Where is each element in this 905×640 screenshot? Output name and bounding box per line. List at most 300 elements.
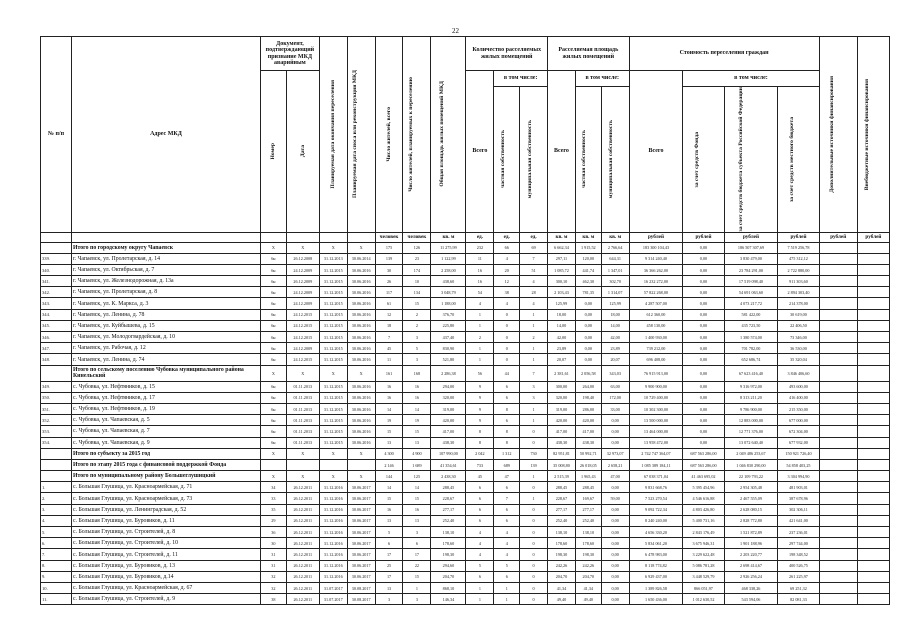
- row-value: 18: [375, 320, 403, 331]
- row-value: 54 691 063,60: [724, 287, 778, 298]
- header-area-municipal: муниципальная собственность: [608, 120, 615, 199]
- row-value: [857, 354, 889, 365]
- row-value: 7: [520, 365, 548, 381]
- row-number: 6.: [41, 538, 72, 549]
- header-subject-budget: за счет средств бюджета субъекта Российской Федерации: [737, 87, 744, 232]
- row-value: 31.12.2015: [319, 264, 347, 275]
- row-value: 521,80: [431, 354, 466, 365]
- row-value: 1 012 630,52: [683, 594, 724, 605]
- row-value: 2 515,39: [548, 471, 576, 482]
- row-value: 2 056,58: [575, 365, 601, 381]
- row-value: 139: [375, 253, 403, 264]
- row-value: X: [319, 448, 347, 459]
- row-value: 2 438,30: [431, 471, 466, 482]
- row-value: X: [347, 242, 375, 253]
- row-number: 340.: [41, 264, 72, 275]
- row-value: 30: [375, 264, 403, 275]
- row-value: 31.12.2015: [319, 381, 347, 392]
- row-value: 169,67: [575, 493, 601, 504]
- row-value: 6н: [260, 403, 286, 414]
- row-value: 8 313 211,20: [724, 392, 778, 403]
- row-value: 866 051,97: [683, 582, 724, 593]
- row-value: 30.06.2016: [347, 264, 375, 275]
- row-value: 11: [466, 253, 494, 264]
- row-value: [819, 560, 857, 571]
- row-value: 61: [375, 298, 403, 309]
- row-value: 13 500 000,00: [629, 415, 683, 426]
- row-value: 0,00: [601, 571, 629, 582]
- row-value: [819, 320, 857, 331]
- row-value: [857, 253, 889, 264]
- row-value: [819, 392, 857, 403]
- row-address: с. Большая Глушица, ул. Строителей, д. 10: [71, 538, 260, 549]
- row-value: 733: [466, 459, 494, 470]
- row-value: 13: [403, 515, 431, 526]
- row-value: 2 628 080,15: [724, 504, 778, 515]
- table-row: [41, 437, 890, 448]
- row-value: 22 406,50: [778, 320, 819, 331]
- row-value: 0,00: [601, 482, 629, 493]
- row-value: 19: [403, 415, 431, 426]
- row-value: 6н: [260, 426, 286, 437]
- row-value: [819, 309, 857, 320]
- row-value: [819, 332, 857, 343]
- row-value: 2 103,43: [548, 287, 576, 298]
- row-value: 56: [466, 365, 494, 381]
- row-value: 252,40: [431, 515, 466, 526]
- row-value: 277,17: [575, 504, 601, 515]
- row-value: 31: [260, 549, 286, 560]
- row-value: 0,00: [575, 332, 601, 343]
- row-address: г. Чапаевск, ул. К. Маркса, д. 3: [71, 298, 260, 309]
- row-value: 462,30: [575, 276, 601, 287]
- row-value: 26.12.2011: [286, 493, 319, 504]
- row-value: 3 448 529,79: [683, 571, 724, 582]
- row-value: 438,60: [431, 276, 466, 287]
- row-value: 1 915,52: [575, 242, 601, 253]
- row-value: X: [260, 365, 286, 381]
- row-value: 24.12.2009: [286, 287, 319, 298]
- row-value: 30.06.2017: [347, 504, 375, 515]
- row-value: 1: [466, 309, 494, 320]
- row-value: 24.12.2009: [286, 343, 319, 354]
- row-value: 18,00: [548, 309, 576, 320]
- row-value: 0,00: [683, 426, 724, 437]
- row-value: 49,40: [548, 594, 576, 605]
- row-value: 9: [466, 381, 494, 392]
- row-value: 26.12.2011: [286, 527, 319, 538]
- row-value: 4: [520, 298, 548, 309]
- row-value: X: [347, 471, 375, 482]
- row-value: [857, 515, 889, 526]
- row-value: 294,60: [431, 560, 466, 571]
- row-value: 1: [466, 582, 494, 593]
- row-value: [857, 504, 889, 515]
- row-value: 20: [494, 264, 520, 275]
- row-value: 612 360,00: [629, 309, 683, 320]
- row-value: [819, 343, 857, 354]
- row-value: 16: [375, 392, 403, 403]
- row-value: 8: [494, 426, 520, 437]
- row-value: 31.12.2016: [319, 504, 347, 515]
- row-value: 01.11.2013: [286, 437, 319, 448]
- row-value: 6н: [260, 276, 286, 287]
- row-value: 36: [260, 527, 286, 538]
- row-value: 0,00: [601, 560, 629, 571]
- row-value: 1 085,72: [548, 264, 576, 275]
- table-row: [41, 549, 890, 560]
- row-value: 417,00: [548, 426, 576, 437]
- row-value: 11: [375, 354, 403, 365]
- row-value: 0,00: [575, 320, 601, 331]
- row-value: [857, 493, 889, 504]
- header-extra-sources: Дополнительные источники финансирования: [829, 75, 836, 193]
- row-value: X: [319, 242, 347, 253]
- row-value: 1 122,99: [431, 253, 466, 264]
- row-value: 117: [375, 287, 403, 298]
- row-value: 24.12.2015: [286, 320, 319, 331]
- row-value: 0,00: [683, 343, 724, 354]
- row-value: 47: [494, 471, 520, 482]
- row-value: 1 380 574,00: [724, 332, 778, 343]
- row-value: 17: [375, 571, 403, 582]
- row-value: 481 903,01: [778, 482, 819, 493]
- row-address: г. Чапаевск, ул. Рабочая, д. 12: [71, 343, 260, 354]
- row-value: 319,00: [548, 403, 576, 414]
- row-value: 2: [403, 320, 431, 331]
- row-value: 6: [466, 515, 494, 526]
- row-value: 0,00: [601, 538, 629, 549]
- row-value: 297 744,00: [778, 538, 819, 549]
- row-number: 347.: [41, 343, 72, 354]
- row-value: X: [260, 448, 286, 459]
- row-value: X: [286, 448, 319, 459]
- row-value: 31.12.2016: [319, 515, 347, 526]
- row-value: 3 830 479,00: [724, 253, 778, 264]
- row-value: 30.06.2016: [347, 426, 375, 437]
- row-value: 320,00: [548, 392, 576, 403]
- row-value: 6: [494, 415, 520, 426]
- row-value: 468 338,26: [724, 582, 778, 593]
- row-value: 581 422,00: [724, 309, 778, 320]
- row-address: г. Чапаевск, ул. Молодогвардейская, д. 10: [71, 332, 260, 343]
- row-value: 198,30: [431, 549, 466, 560]
- row-value: 31.12.2015: [319, 298, 347, 309]
- row-value: 45: [375, 343, 403, 354]
- row-value: 2 146: [375, 459, 403, 470]
- row-value: [857, 298, 889, 309]
- row-value: 4: [520, 276, 548, 287]
- row-value: 781,35: [575, 287, 601, 298]
- row-value: 138,10: [548, 527, 576, 538]
- row-number: 348.: [41, 354, 72, 365]
- row-value: 198,30: [575, 549, 601, 560]
- row-number: 1.: [41, 482, 72, 493]
- row-value: 6 662,34: [548, 242, 576, 253]
- header-area-including: в том числе:: [575, 71, 629, 87]
- row-value: [857, 276, 889, 287]
- row-value: 146,34: [431, 594, 466, 605]
- row-value: 26.12.2011: [286, 549, 319, 560]
- row-value: 0,00: [683, 392, 724, 403]
- row-value: 6н: [260, 264, 286, 275]
- row-value: 0: [520, 560, 548, 571]
- row-value: 31.12.2015: [319, 403, 347, 414]
- row-value: 30.06.2017: [347, 493, 375, 504]
- row-value: 261 225,97: [778, 571, 819, 582]
- row-value: 2 766,64: [601, 242, 629, 253]
- table-row: [41, 426, 890, 437]
- row-value: 30.06.2016: [347, 392, 375, 403]
- row-value: 6: [494, 392, 520, 403]
- row-number: [41, 459, 72, 470]
- row-value: 31: [260, 560, 286, 571]
- row-number: 10.: [41, 582, 72, 593]
- row-value: 242,26: [548, 560, 576, 571]
- row-value: 1: [520, 354, 548, 365]
- row-value: 0,00: [683, 320, 724, 331]
- row-value: 1: [466, 594, 494, 605]
- header-cost-group: Стоимость переселения граждан: [629, 37, 819, 71]
- row-number: 5.: [41, 527, 72, 538]
- row-value: 31.12.2015: [319, 392, 347, 403]
- row-value: 437,40: [431, 332, 466, 343]
- row-value: 23,89: [548, 343, 576, 354]
- row-address: с. Большая Глушица, ул. Строителей, д. 9: [71, 594, 260, 605]
- row-value: 6: [466, 493, 494, 504]
- row-value: [857, 582, 889, 593]
- row-value: 1 901 188,96: [724, 538, 778, 549]
- row-value: 12: [375, 309, 403, 320]
- row-value: 16: [403, 392, 431, 403]
- header-address: Адрес МКД: [71, 37, 260, 233]
- row-value: 1: [494, 582, 520, 593]
- row-value: 24.12.2015: [286, 309, 319, 320]
- row-value: 41 354,61: [431, 459, 466, 470]
- row-value: 26.12.2011: [286, 482, 319, 493]
- row-value: 67 623 416,40: [724, 365, 778, 381]
- row-value: 30.06.2017: [347, 538, 375, 549]
- row-value: 30.06.2016: [347, 332, 375, 343]
- row-value: 30.06.2017: [347, 549, 375, 560]
- row-value: 696 408,00: [629, 354, 683, 365]
- row-address: с. Чубовка, ул. Чапаевская, д. 5: [71, 415, 260, 426]
- row-value: 739 212,00: [629, 343, 683, 354]
- row-number: [41, 448, 72, 459]
- row-value: 30.06.2016: [347, 276, 375, 287]
- row-value: 4 900: [403, 448, 431, 459]
- row-value: 0,00: [601, 504, 629, 515]
- row-value: 6: [494, 504, 520, 515]
- row-value: 5 400 731,16: [683, 515, 724, 526]
- row-value: 6н: [260, 253, 286, 264]
- row-value: 4: [466, 527, 494, 538]
- row-value: 24.12.2009: [286, 264, 319, 275]
- row-value: X: [260, 242, 286, 253]
- row-value: 7: [494, 493, 520, 504]
- row-value: 35: [260, 504, 286, 515]
- row-value: [819, 448, 857, 459]
- row-value: [819, 527, 857, 538]
- row-value: [857, 538, 889, 549]
- row-value: 0,00: [601, 582, 629, 593]
- row-number: 11.: [41, 594, 72, 605]
- row-value: 1 965,43: [575, 471, 601, 482]
- row-value: 138,10: [431, 527, 466, 538]
- row-value: 730: [520, 448, 548, 459]
- row-value: 26.12.2011: [286, 571, 319, 582]
- row-value: 5 086 781,28: [683, 560, 724, 571]
- row-value: 3: [403, 527, 431, 538]
- row-value: 26.12.2011: [286, 560, 319, 571]
- row-value: 8: [466, 426, 494, 437]
- subtotal-row: [41, 459, 890, 470]
- header-count-municipal: муниципальная собственность: [526, 120, 533, 199]
- header-cost-including: в том числе:: [683, 71, 819, 87]
- row-value: 2 954 305,48: [724, 482, 778, 493]
- row-value: 3: [375, 594, 403, 605]
- row-value: 23: [403, 253, 431, 264]
- row-value: 6н: [260, 309, 286, 320]
- row-value: 417,00: [575, 426, 601, 437]
- row-value: 2: [466, 332, 494, 343]
- row-number: 8.: [41, 560, 72, 571]
- row-value: 237 236,01: [778, 527, 819, 538]
- table-row: [41, 298, 890, 309]
- row-value: 16: [403, 504, 431, 515]
- row-value: [857, 343, 889, 354]
- row-value: 9 092 722,34: [629, 504, 683, 515]
- row-value: 42,00: [548, 332, 576, 343]
- row-value: 420,00: [548, 415, 576, 426]
- row-value: [819, 381, 857, 392]
- row-value: 1 650 436,00: [629, 594, 683, 605]
- row-value: [857, 392, 889, 403]
- row-value: [857, 320, 889, 331]
- row-value: 9 831 668,76: [629, 482, 683, 493]
- row-value: 204,70: [548, 571, 576, 582]
- row-value: 30.06.2016: [347, 298, 375, 309]
- row-value: 2 658,21: [601, 459, 629, 470]
- table-row: [41, 415, 890, 426]
- row-value: 0: [520, 538, 548, 549]
- row-value: 6н: [260, 343, 286, 354]
- row-value: 17 519 098,40: [724, 276, 778, 287]
- row-value: 672 304,00: [778, 426, 819, 437]
- header-doc-number: Номер: [270, 143, 277, 160]
- row-value: 204,70: [575, 571, 601, 582]
- row-value: 1: [520, 309, 548, 320]
- row-value: 4 287 507,00: [629, 298, 683, 309]
- row-value: 31.12.2016: [319, 549, 347, 560]
- row-value: 41,34: [548, 582, 576, 593]
- row-value: 300,00: [548, 381, 576, 392]
- row-value: 0,00: [601, 549, 629, 560]
- row-value: 3: [403, 332, 431, 343]
- row-value: 0,00: [683, 403, 724, 414]
- row-value: 0,00: [683, 381, 724, 392]
- row-value: 24.12.2009: [286, 298, 319, 309]
- row-value: [819, 582, 857, 593]
- row-value: 15: [403, 426, 431, 437]
- row-value: [857, 365, 889, 381]
- header-count-private: частная собственность: [499, 130, 506, 189]
- row-value: 232: [466, 242, 494, 253]
- row-address: Итого по муниципальному району Большеглушицкий: [71, 471, 260, 482]
- unit-cell: кв. м: [575, 232, 601, 242]
- row-value: 30.06.2016: [347, 343, 375, 354]
- table-row: [41, 381, 890, 392]
- row-value: 297,11: [548, 253, 576, 264]
- row-value: 228,67: [548, 493, 576, 504]
- row-value: 1: [494, 594, 520, 605]
- row-value: 252,40: [575, 515, 601, 526]
- row-address: Итого по городскому округу Чапаевск: [71, 242, 260, 253]
- row-value: 35 320,04: [778, 354, 819, 365]
- row-number: 352.: [41, 415, 72, 426]
- header-doc-date: Дата: [299, 145, 306, 158]
- row-value: 7 519 256,78: [778, 242, 819, 253]
- table-row: [41, 538, 890, 549]
- row-value: 9: [466, 415, 494, 426]
- row-value: 438,30: [431, 437, 466, 448]
- row-value: 8: [494, 437, 520, 448]
- row-value: 319,00: [431, 403, 466, 414]
- row-value: 26.12.2011: [286, 515, 319, 526]
- row-value: 1 689: [403, 459, 431, 470]
- row-value: X: [347, 365, 375, 381]
- row-value: 13: [375, 515, 403, 526]
- row-number: 7.: [41, 549, 72, 560]
- row-value: 1: [466, 354, 494, 365]
- row-value: 30.08.2017: [347, 594, 375, 605]
- page-number: 22: [452, 27, 459, 35]
- row-address: с. Большая Глушица, ул. Строителей, д. 11: [71, 549, 260, 560]
- row-value: 4 300: [375, 448, 403, 459]
- row-value: 6: [466, 571, 494, 582]
- row-value: 687 563 286,00: [683, 459, 724, 470]
- row-value: 1 347,01: [601, 264, 629, 275]
- row-value: 16: [375, 381, 403, 392]
- row-value: 288,45: [431, 482, 466, 493]
- row-value: 63,00: [601, 381, 629, 392]
- row-value: 0: [520, 504, 548, 515]
- table-row: [41, 332, 890, 343]
- row-value: 2 722 880,00: [778, 264, 819, 275]
- table-row: [41, 320, 890, 331]
- header-total-area: Общая площадь жилых помещений МКД: [439, 81, 446, 188]
- row-value: 0,00: [683, 253, 724, 264]
- row-value: 438,30: [548, 437, 576, 448]
- row-value: 30: [260, 538, 286, 549]
- row-value: 2 698 414,67: [724, 560, 778, 571]
- row-value: 16 232 272,00: [629, 276, 683, 287]
- unit-cell: кв. м: [548, 232, 576, 242]
- row-number: [41, 365, 72, 381]
- row-value: 15: [375, 426, 403, 437]
- row-address: Итого по субъекту за 2015 год: [71, 448, 260, 459]
- row-value: 5 834 061,20: [629, 538, 683, 549]
- row-address: г. Чапаевск, ул. Ленина, д. 74: [71, 354, 260, 365]
- header-residents-planned: Число жителей, планируемых к переселению: [407, 76, 414, 192]
- row-value: 1: [520, 415, 548, 426]
- row-value: 178,60: [431, 538, 466, 549]
- row-value: X: [319, 471, 347, 482]
- row-value: 30.06.2016: [347, 381, 375, 392]
- row-value: 302 306,11: [778, 504, 819, 515]
- row-value: 34: [260, 482, 286, 493]
- row-value: 0,00: [683, 365, 724, 381]
